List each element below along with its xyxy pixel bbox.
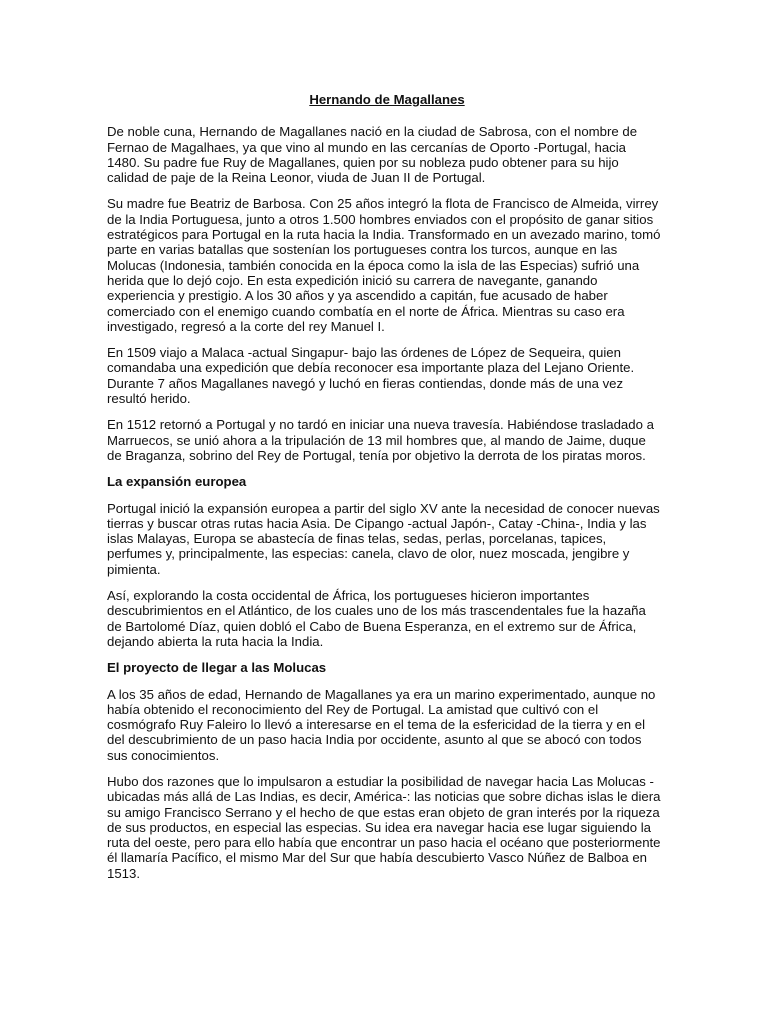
- text-line: Fernao de Magalhaes, ya que vino al mundo en las cercanías de Oporto -Portugal, hacia: [107, 139, 627, 155]
- text-line: En 1509 viajo a Malaca -actual Singapur- bajo las órdenes de López de Sequeira, quien: [107, 345, 621, 361]
- text-line: comandaba una expedición que debía reconocer esa importante plaza del Lejano Oriente.: [107, 360, 635, 376]
- text-line: tierras y buscar otras rutas hacia Asia. De Cipango -actual Japón-, Catay -China-, India y las: [107, 515, 647, 531]
- text-line: parte en varias batallas que sostenían los portugueses contra los turcos, aunque en las: [107, 242, 618, 258]
- text-line: de sus productos, en especial las especias. Su idea era navegar hacia ese lugar siguiendo la: [107, 819, 651, 835]
- text-line: herida que lo dejó cojo. En esta expedición inició su carrera de navegante, ganando: [107, 272, 598, 288]
- paragraph: [107, 124, 667, 185]
- paragraph: [107, 345, 667, 406]
- text-line: En 1512 retornó a Portugal y no tardó en iniciar una nueva travesía. Habiéndose trasladado a: [107, 417, 654, 433]
- text-line: de Braganza, sobrino del Rey de Portugal, tenía por objetivo la derrota de los piratas moros.: [107, 447, 646, 463]
- text-line: perfumes y, principalmente, las especias: canela, clavo de olor, nuez moscada, jengibre y: [107, 546, 630, 562]
- document-page: [107, 92, 667, 892]
- text-line: La expansión europea: [107, 474, 247, 490]
- text-line: del descubrimiento de un paso hacia India por occidente, asunto al que se abocó con todos: [107, 732, 642, 748]
- text-line: Su madre fue Beatriz de Barbosa. Con 25 años integró la flota de Francisco de Almeida, virrey: [107, 196, 659, 212]
- text-line: Así, explorando la costa occidental de África, los portugueses hicieron importantes: [107, 588, 590, 604]
- text-line: islas Malayas, Europa se abastecía de finas telas, sedas, perlas, porcelanas, tapices,: [107, 531, 607, 547]
- text-line: De noble cuna, Hernando de Magallanes nació en la ciudad de Sabrosa, con el nombre de: [107, 124, 638, 140]
- document-title: Hernando de Magallanes: [309, 92, 465, 107]
- paragraph: [107, 774, 667, 881]
- text-line: de Bartolomé Díaz, quien dobló el Cabo de Buena Esperanza, en el extremo sur de África,: [107, 618, 637, 634]
- text-line: pimienta.: [107, 561, 161, 577]
- text-line: dejando abierta la ruta hacia la India.: [107, 633, 324, 649]
- text-line: Durante 7 años Magallanes navegó y luchó en fieras contiendas, donde más de una vez: [107, 375, 624, 391]
- text-line: de la India Portuguesa, junto a otros 1.500 hombres enviados con el propósito de ganar sitios: [107, 211, 654, 227]
- paragraph: [107, 196, 667, 334]
- text-line: Portugal inició la expansión europea a partir del siglo XV ante la necesidad de conocer nuevas: [107, 500, 660, 516]
- paragraph: [107, 687, 667, 763]
- text-line: estratégicos para Portugal en la ruta hacia la India. Transformado en un avezado marino, tomó: [107, 227, 661, 243]
- text-line: había obtenido el reconocimiento del Rey de Portugal. La amistad que cultivó con el: [107, 701, 599, 717]
- text-line: Marruecos, se unió ahora a la tripulación de 13 mil hombres que, al mando de Jaime, duque: [107, 432, 646, 448]
- text-line: investigado, regresó a la corte del rey Manuel I.: [107, 318, 385, 334]
- text-line: comerciado con el enemigo cuando combatía en el norte de África. Mientras su caso era: [107, 303, 625, 319]
- text-line: él llamaría Pacífico, el mismo Mar del Sur que había descubierto Vasco Núñez de Balboa en: [107, 850, 647, 866]
- text-line: cosmógrafo Ruy Faleiro lo llevó a interesarse en el tema de la esfericidad de la tierra y en el: [107, 717, 646, 733]
- text-line: Molucas (Indonesia, también conocida en la época como la isla de las Especias) sufrió una: [107, 257, 640, 273]
- text-line: Hubo dos razones que lo impulsaron a estudiar la posibilidad de navegar hacia Las Molucas -: [107, 773, 654, 789]
- text-line: su amigo Francisco Serrano y el hecho de que estas eran objeto de gran interés por la riqueza: [107, 804, 660, 820]
- text-line: ubicadas más allá de Las Indias, es decir, América-: las noticias que sobre dichas islas le diera: [107, 789, 661, 805]
- text-line: A los 35 años de edad, Hernando de Magallanes ya era un marino experimentado, aunque no: [107, 686, 656, 702]
- text-line: El proyecto de llegar a las Molucas: [107, 660, 327, 676]
- paragraph: [107, 501, 667, 577]
- text-line: experiencia y prestigio. A los 30 años y ya ascendido a capitán, fue acusado de haber: [107, 288, 608, 304]
- paragraph: [107, 417, 667, 463]
- section-heading: [107, 474, 667, 489]
- text-line: 1513.: [107, 865, 141, 881]
- text-line: 1480. Su padre fue Ruy de Magallanes, quien por su nobleza pudo obtener para su hijo: [107, 154, 619, 170]
- text-line: descubrimientos en el Atlántico, de los cuales uno de los más trascendentales fue la hazaña: [107, 603, 646, 619]
- text-line: calidad de paje de la Reina Leonor, viuda de Juan II de Portugal.: [107, 170, 486, 186]
- section-heading: [107, 660, 667, 675]
- text-line: ruta del oeste, pero para ello había que encontrar un paso hacia el océano que posteriormente: [107, 835, 661, 851]
- document-body: [107, 124, 667, 881]
- text-line: resultó herido.: [107, 391, 191, 407]
- paragraph: [107, 588, 667, 649]
- text-line: sus conocimientos.: [107, 747, 220, 763]
